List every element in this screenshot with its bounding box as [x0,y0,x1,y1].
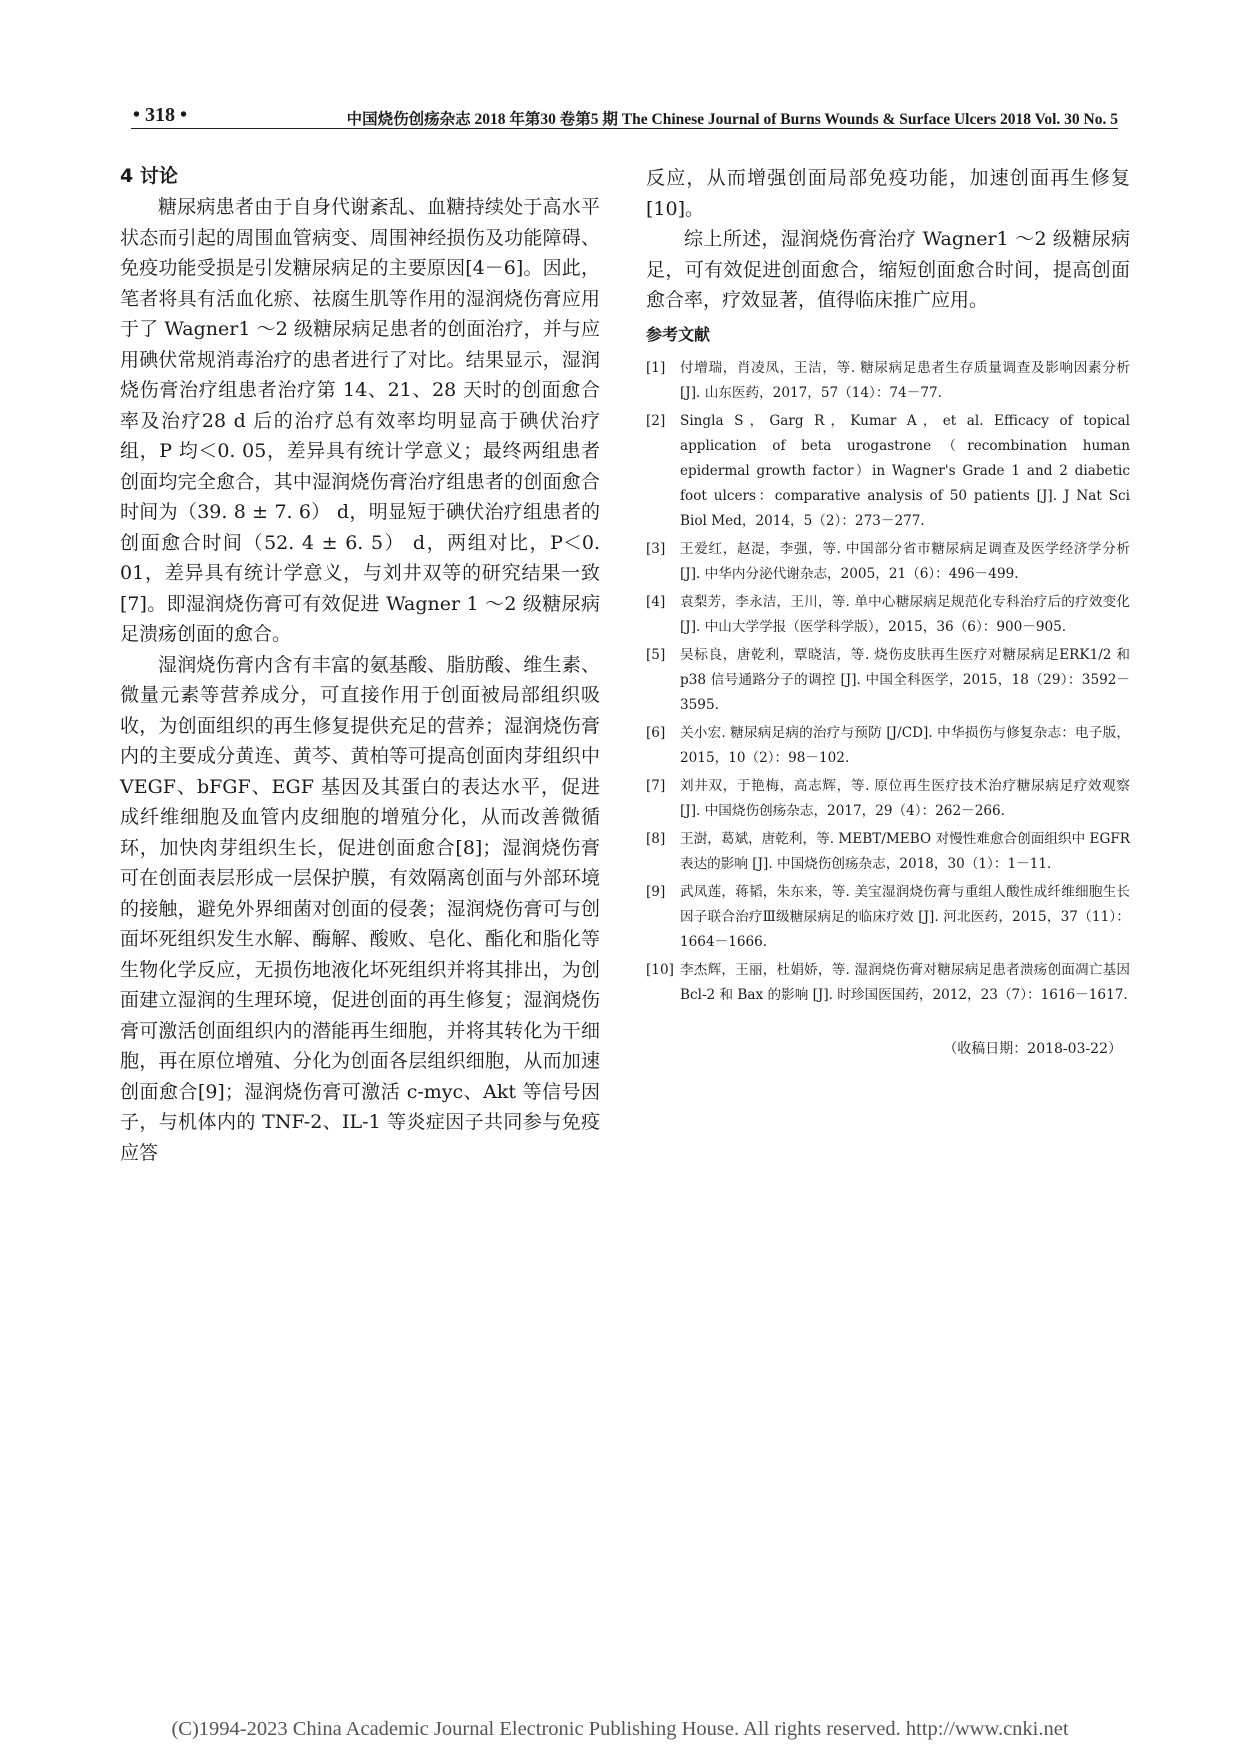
reference-number: [6] [646,724,666,741]
reference-text: Singla S，Garg R，Kumar A，et al. Efficacy of topical application of beta urogastrone（recombination human epidermal growth factor）in Wagner's Grade 1 and 2 diabetic foot ulcers：comparative analysis of 50 patients [J]. J Nat Sci Biol Med，2014，5（2）：273－277. [680,412,1130,529]
paragraph: 湿润烧伤膏内含有丰富的氨基酸、脂肪酸、维生素、微量元素等营养成分，可直接作用于创面被局部组织吸收，为创面组织的再生修复提供充足的营养；湿润烧伤膏内的主要成分黄连、黄芩、黄柏等可提高创面肉芽组织中 VEGF、bFGF、EGF 基因及其蛋白的表达水平，促进成纤维细胞及血管内皮细胞的增殖分化，从而改善微循环，加快肉芽组织生长，促进创面愈合[8]；湿润烧伤膏可在创面表层形成一层保护膜，有效隔离创面与外部环境的接触，避免外界细菌对创面的侵袭；湿润烧伤膏可与创面坏死组织发生水解、酶解、酸败、皂化、酯化和脂化等生物化学反应，无损伤地液化坏死组织并将其排出，为创面建立湿润的生理环境，促进创面的再生修复；湿润烧伤膏可激活创面组织内的潜能再生细胞，并将其转化为干细胞，再在原位增殖、分化为创面各层组织细胞，从而加速创面愈合[9]；湿润烧伤膏可激活 c-myc、Akt 等信号因子，与机体内的 TNF-2、IL-1 等炎症因子共同参与免疫应答 [120,653,600,1164]
reference-text: 关小宏. 糖尿病足病的治疗与预防 [J/CD]. 中华损伤与修复杂志：电子版，2015，10（2）：98－102. [680,724,1130,766]
running-head: 中国烧伤创疡杂志 2018 年第30 卷第5 期 The Chinese Journal of Burns Wounds & Surface Ulcers 2018 Vol. 30 No. 5 [346,111,1118,128]
reference-number: [4] [646,593,666,610]
reference-text: 袁梨芳，李永洁，王川，等. 单中心糖尿病足规范化专科治疗后的疗效变化 [J]. 中山大学学报（医学科学版），2015，36（6）：900－905. [680,593,1130,635]
reference-item [646,409,1130,534]
reference-item [646,827,1130,877]
reference-number: [2] [646,412,666,429]
page-number: • 318 • [133,104,188,126]
reference-number: [7] [646,777,666,794]
reference-text: 刘井双，于艳梅，高志辉，等. 原位再生医疗技术治疗糖尿病足疗效观察 [J]. 中国烧伤创疡杂志，2017，29（4）：262－266. [680,777,1130,819]
reference-number: [10] [646,961,674,978]
left-column [120,163,600,1168]
received-date: （收稿日期：2018-03-22） [943,1040,1122,1057]
reference-number: [3] [646,540,666,557]
right-column [646,163,1130,1058]
reference-number: [1] [646,359,666,376]
reference-number: [5] [646,646,666,663]
reference-text: 王澍，葛斌，唐乾利，等. MEBT/MEBO 对慢性难愈合创面组织中 EGFR 表达的影响 [J]. 中国烧伤创疡杂志，2018，30（1）：1－11. [680,830,1130,872]
reference-item [646,880,1130,955]
references-heading: 参考文献 [646,324,711,344]
reference-item [646,774,1130,824]
reference-item [646,356,1130,406]
reference-text: 武凤莲，蒋韬，朱东来，等. 美宝湿润烧伤膏与重组人酸性成纤维细胞生长因子联合治疗Ⅲ级糖尿病足的临床疗效 [J]. 河北医药，2015，37（11）：1664－1666. [680,883,1130,950]
section-heading: 4 讨论 [120,165,178,187]
reference-text: 付增瑞，肖凌凤，王洁，等. 糖尿病足患者生存质量调查及影响因素分析 [J]. 山东医药，2017，57（14）：74－77. [680,359,1130,401]
paragraph: 反应，从而增强创面局部免疫功能，加速创面再生修复[10]。 [646,167,1130,220]
reference-number: [9] [646,883,666,900]
reference-text: 王爱红，赵湜，李强，等. 中国部分省市糖尿病足调查及医学经济学分析 [J]. 中华内分泌代谢杂志，2005，21（6）：496－499. [680,540,1130,582]
reference-item [646,643,1130,718]
reference-text: 吴标良，唐乾利，覃晓洁，等. 烧伤皮肤再生医疗对糖尿病足ERK1/2 和 p38 信号通路分子的调控 [J]. 中国全科医学，2015，18（29）：3592－3595. [680,646,1130,713]
reference-text: 李杰辉，王丽，杜娟娇，等. 湿润烧伤膏对糖尿病足患者溃疡创面凋亡基因 Bcl-2 和 Bax 的影响 [J]. 时珍国医国药，2012，23（7）：1616－1617. [680,961,1130,1003]
paragraph: 综上所述，湿润烧伤膏治疗 Wagner1 ～2 级糖尿病足，可有效促进创面愈合，缩短创面愈合时间，提高创面愈合率，疗效显著，值得临床推广应用。 [646,228,1130,311]
reference-item [646,590,1130,640]
paragraph: 糖尿病患者由于自身代谢紊乱、血糖持续处于高水平状态而引起的周围血管病变、周围神经损伤及功能障碍、免疫功能受损是引发糖尿病足的主要原因[4－6]。因此，笔者将具有活血化瘀、祛腐生肌等作用的湿润烧伤膏应用于了 Wagner1 ～2 级糖尿病足患者的创面治疗，并与应用碘伏常规消毒治疗的患者进行了对比。结果显示，湿润烧伤膏治疗组患者治疗第 14、21、28 天时的创面愈合率及治疗28 d 后的治疗总有效率均明显高于碘伏治疗组，P 均＜0. 05，差异具有统计学意义；最终两组患者创面均完全愈合，其中湿润烧伤膏治疗组患者的创面愈合时间为（39. 8 ± 7. 6） d，明显短于碘伏治疗组患者的创面愈合时间（52. 4 ± 6. 5） d，两组对比，P＜0. 01，差异具有统计学意义，与刘井双等的研究结果一致[7]。即湿润烧伤膏可有效促进 Wagner 1 ～2 级糖尿病足溃疡创面的愈合。 [120,196,600,645]
reference-list [646,356,1130,1008]
reference-number: [8] [646,830,666,847]
copyright-footer: (C)1994-2023 China Academic Journal Electronic Publishing House. All rights reserved. http://www.cnki.net [171,1718,1069,1740]
reference-item [646,958,1130,1008]
reference-item [646,537,1130,587]
reference-item [646,721,1130,771]
page-header [131,104,1118,129]
